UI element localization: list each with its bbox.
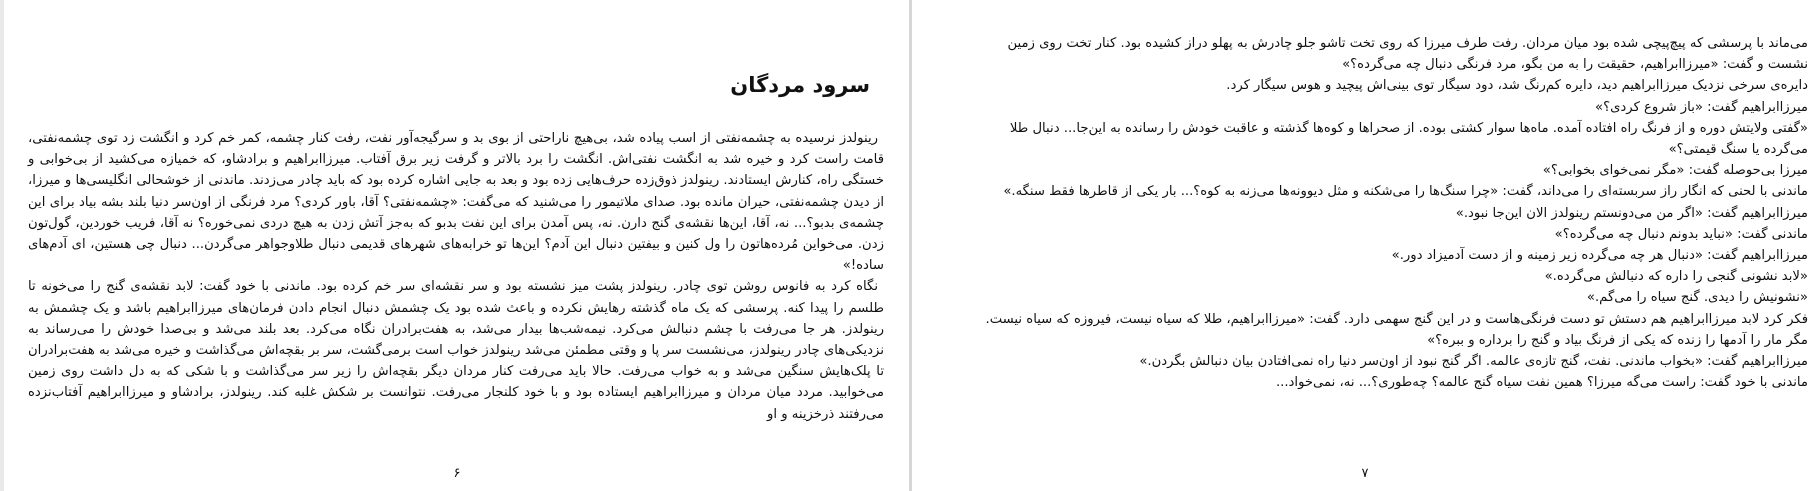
right-page-body bbox=[924, 33, 1808, 393]
text-line: فکر کرد لابد میرزاابراهیم هم دستش تو دست فرنگی‌هاست و در این گنج سهمی دارد. گفت: «میرزاابراهیم، طلا که سیاه نیست، فیروزه که سیاه نیست. bbox=[985, 311, 1808, 327]
text-line: میرزاابراهیم گفت: «اگر من می‌دونستم رینولدز الان این‌جا نبود.» bbox=[1455, 205, 1808, 221]
paragraph: رینولدز نرسیده به چشمه‌نفتی از اسب پیاده شد، بی‌هیچ ناراحتی از بوی بد و سرگیجه‌آور نفت، رفت کنار چشمه، کمر خم کرد و انگشت زد توی چشمه‌نفتی، قامت راست کرد و خیره شد به انگشت نفتی‌اش. انگشت را برد بالاتر و گرفت زیر برق آفتاب. میرزاابراهیم و برادشاو، که خمیازه می‌کشید از بی‌خوابی و خستگی راه، کنارش ایستادند. رینولدز ذوق‌زده حرف‌هایی زده بود و بعد به جایی اشاره کرده بود که باید چادر می‌زدند. ماندنی از خوشحالی انگلیسی‌ها و میرزا، از دیدن چشمه‌نفتی، حیران مانده بود. صدای ملاتیمور را می‌شنید که می‌گفت: «چشمه‌نفتی؟ آقا، باور کردی؟ مرد فرنگی از اون‌سر دنیا بلند بشه بیاد برای این چشمه‌ی بدبو؟... نه، آقا، این‌ها نقشه‌ی گنج دارن. نه، پس آمدن برای این نفت بدبو که به‌جز آتش زدن به هیچ دردی نمی‌خوره؟ نه آقا، فریب خوردین، گول‌تون زدن. می‌خواین مُرده‌هاتون را ول کنین و بیفتین دنبال این آدم؟ این‌ها تو خرابه‌های شهرهای قدیمی دنبال طلاوجواهر می‌گردن... دنبال چی هستین، ای آدم‌های ساده!» bbox=[28, 131, 884, 274]
text-line: «نشونیش را دیدی. گنج سیاه را می‌گم.» bbox=[1586, 290, 1808, 306]
text-line: «گفتی ولایتش دوره و از فرنگ راه افتاده آمده. ماه‌ها سوار کشتی بوده. از صحراها و کوه‌ها گذشته و عاقبت خودش را رسانده به این‌جا... دنبال طلا bbox=[1009, 120, 1808, 136]
text-line: می‌گرده یا سنگ قیمتی؟» bbox=[1668, 142, 1808, 158]
text-line: ماندنی با لحنی که انگار راز سربسته‌ای را می‌داند، گفت: «چرا سنگ‌ها را می‌شکنه و مثل دیوونه‌ها می‌زنه به کوه؟... بار یکی از قاطرها فقط سنگه.» bbox=[1003, 184, 1808, 200]
page-number-right: ۷ bbox=[1361, 466, 1369, 481]
text-line: میرزاابراهیم گفت: «دنبال هر چه می‌گرده زیر زمینه و از دست آدمیزاد دور.» bbox=[1391, 248, 1808, 264]
text-line: میرزا بی‌حوصله گفت: «مگر نمی‌خوای بخوابی؟» bbox=[1542, 163, 1808, 179]
text-line: «لابد نشونی گنجی را داره که دنبالش می‌گرده.» bbox=[1544, 269, 1808, 285]
text-line: مگر مار را آدمها را زنده که یکی از فرنگ بیاد و گنج را برداره و ببره؟» bbox=[1427, 332, 1808, 348]
chapter-title: سرود مردگان bbox=[730, 73, 870, 97]
text-line: نشست و گفت: «میرزاابراهیم، حقیقت را به من بگو، مرد فرنگی دنبال چه می‌گرده؟» bbox=[1342, 57, 1808, 73]
page-number-left: ۶ bbox=[453, 466, 461, 481]
text-line: ماندنی با خود گفت: راست می‌گه میرزا؟ همین نفت سیاه گنج عالمه؟ چه‌طوری؟... نه، نمی‌خواد... bbox=[1275, 375, 1808, 391]
text-line: می‌ماند با پرسشی که پیچ‌پیچی شده بود میان مردان. رفت طرف میرزا که روی تخت تاشو جلو چادرش به پهلو دراز کشیده بود. کنار تخت روی زمین bbox=[1007, 36, 1808, 51]
left-page bbox=[4, 0, 910, 491]
text-line: ماندنی گفت: «نباید بدونم دنبال چه می‌گرده؟» bbox=[1554, 226, 1808, 242]
text-line: میرزاابراهیم گفت: «باز شروع کردی؟» bbox=[1595, 99, 1808, 115]
paragraph: نگاه کرد به فانوس روشن توی چادر. رینولدز پشت میز نشسته بود و سر نقشه‌ای سر خم کرده بود. ماندنی با خود گفت: لابد نقشه‌ی گنج را می‌خونه تا طلسم را پیدا کنه. پرسشی که یک ماه گذشته رهایش نکرده و باعث شده بود یک چشمش دنبال انجام دادن فرمان‌های میرزاابراهیم باشد و یک چشمش به رینولدز. هر جا می‌رفت با چشم دنبالش می‌کرد. نیمه‌شب‌ها بیدار می‌شد، به هفت‌برادران نگاه می‌کرد. بعد بلند می‌شد و بی‌صدا خودش را می‌رساند به نزدیکی‌های چادر رینولدز، می‌نشست سر پا و وقتی مطمئن می‌شد رینولدز خواب است برمی‌گشت، سر بر بقچه‌اش می‌گذاشت و خیره می‌شد به هفت‌برادران تا پلک‌هایش سنگین می‌شد و به خواب می‌رفت. حالا باید می‌رفت کنار مردان دیگر بقچه‌اش را زیر سر می‌گذاشت و با شکی که به دل داشت روی زمین می‌خوابید. مردد میان مردان و میرزاابراهیم ایستاده بود و با خود کلنجار می‌رفت. نتوانست بر شکش غلبه کند. رینولدز، برادشاو و میرزاابراهیم آفتاب‌نزده می‌رفتند ذرخزینه و او bbox=[28, 279, 884, 422]
text-line: دایره‌ی سرخی نزدیک میرزاابراهیم دید، دایره کم‌رنگ شد، دود سیگار توی بینی‌اش پیچید و هوس سیگار کرد. bbox=[1226, 78, 1808, 94]
left-page-body bbox=[28, 128, 884, 425]
right-page bbox=[912, 0, 1818, 491]
text-line: میرزاابراهیم گفت: «بخواب ماندنی. نفت، گنج تازه‌ی عالمه. اگر گنج نبود از اون‌سر دنیا راه نمی‌افتادن بیان دنبالش بگردن.» bbox=[1139, 354, 1808, 370]
